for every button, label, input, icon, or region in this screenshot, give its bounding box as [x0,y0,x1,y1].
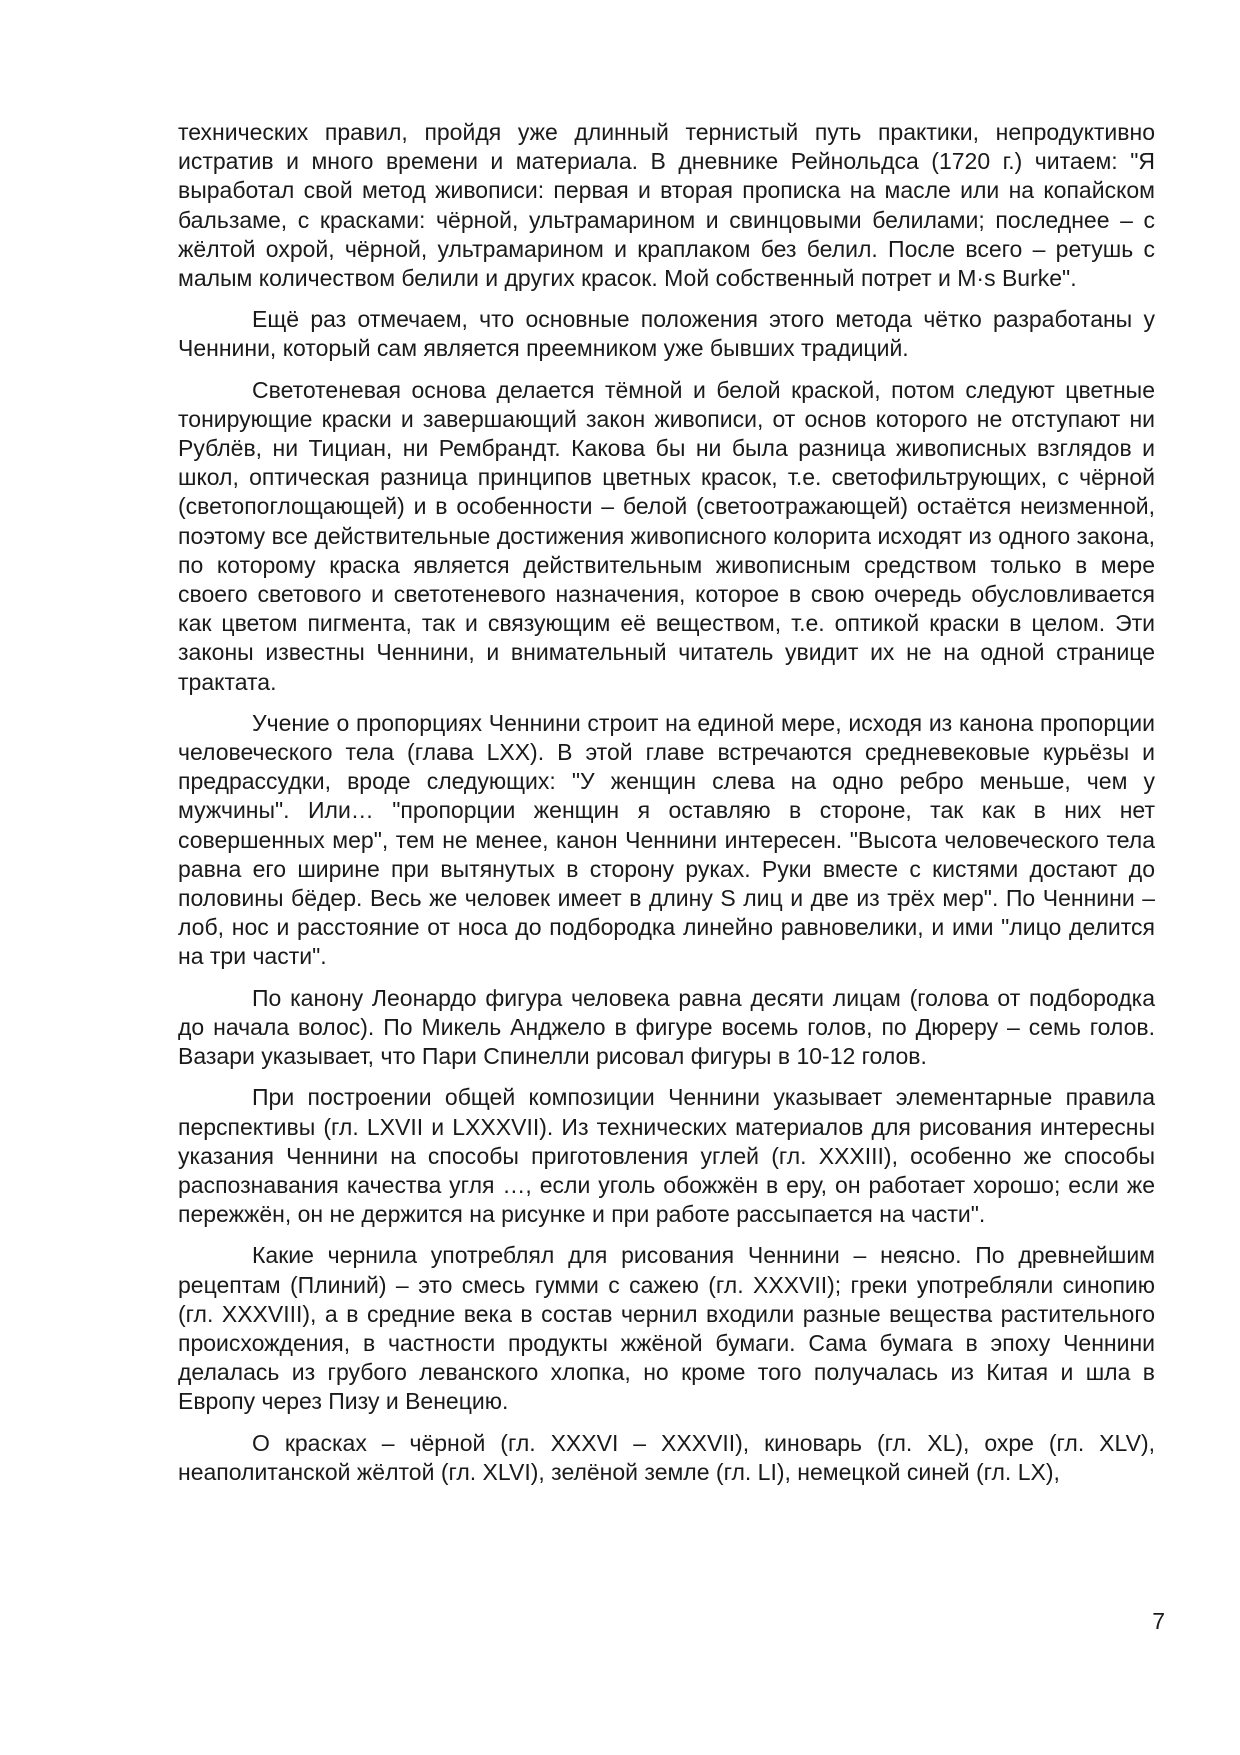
paragraph-7: Какие чернила употреблял для рисования Ченнини – неясно. По древнейшим рецептам (Плиний) – это смесь гумми с сажею (гл. XXXVII); греки употребляли синопию (гл. XXXVIII), а в средние века в состав чернил входили разные вещества растительного происхождения, в частности продукты жжёной бумаги. Сама бумага в эпоху Ченнини делалась из грубого леванского хлопка, но кроме того получалась из Китая и шла в Европу через Пизу и Венецию. [178,1242,1155,1415]
paragraph-8: О красках – чёрной (гл. XXXVI – XXXVII), киноварь (гл. XL), охре (гл. XLV), неаполитанской жёлтой (гл. XLVI), зелёной земле (гл. LI), немецкой синей (гл. LX), [178,1429,1155,1485]
paragraph-5: По канону Леонардо фигура человека равна десяти лицам (голова от подбородка до начала волос). По Микель Анджело в фигуре восемь голов, по Дюреру – семь голов. Вазари указывает, что Пари Спинелли рисовал фигуры в 10-12 голов. [178,984,1155,1070]
paragraph-4: Учение о пропорциях Ченнини строит на единой мере, исходя из канона пропорции человеческого тела (глава LXX). В этой главе встречаются средневековые курьёзы и предрассудки, вроде следующих: "У женщин слева на одно ребро меньше, чем у мужчины". Или… "пропорции женщин я оставляю в стороне, так как в них нет совершенных мер", тем не менее, канон Ченнини интересен. "Высота человеческого тела равна его ширине при вытянутых в сторону руках. Руки вместе с кистями достают до половины бёдер. Весь же человек имеет в длину S лиц и две из трёх мер". По Ченнини – лоб, нос и расстояние от носа до подбородка линейно равновелики, и ими "лицо делится на три части". [178,709,1155,970]
paragraph-2: Ещё раз отмечаем, что основные положения этого метода чётко разработаны у Ченнини, который сам является преемником уже бывших традиций. [178,306,1155,362]
document-page [178,118,1155,1499]
paragraph-1: технических правил, пройдя уже длинный тернистый путь практики, непродуктивно истратив и много времени и материала. В дневнике Рейнольдса (1720 г.) читаем: "Я выработал свой метод живописи: первая и вторая прописка на масле или на копайском бальзаме, с красками: чёрной, ультрамарином и свинцовыми белилами; последнее – с жёлтой охрой, чёрной, ультрамарином и краплаком без белил. После всего – ретушь с малым количеством белили и других красок. Мой собственный потрет и M·s Burke". [178,119,1155,292]
paragraph-6: При построении общей композиции Ченнини указывает элементарные правила перспективы (гл. LXVII и LXXXVII). Из технических материалов для рисования интересны указания Ченнини на способы приготовления углей (гл. XXXIII), особенно же способы распознавания качества угля …, если уголь обожжён в еру, он работает хорошо; если же пережжён, он не держится на рисунке и при работе рассыпается на части". [178,1084,1155,1228]
page-number: 7 [1152,1608,1165,1634]
paragraph-3: Светотеневая основа делается тёмной и белой краской, потом следуют цветные тонирующие краски и завершающий закон живописи, от основ которого не отступают ни Рублёв, ни Тициан, ни Рембрандт. Какова бы ни была разница живописных взглядов и школ, оптическая разница принципов цветных красок, т.е. светофильтрующих, с чёрной (светопоглощающей) и в особенности – белой (светоотражающей) остаётся неизменной, поэтому все действительные достижения живописного колорита исходят из одного закона, по которому краска является действительным живописным средством только в мере своего светового и светотеневого назначения, которое в свою очередь обусловливается как цветом пигмента, так и связующим её веществом, т.е. оптикой краски в целом. Эти законы известны Ченнини, и внимательный читатель увидит их не на одной странице трактата. [178,376,1155,695]
